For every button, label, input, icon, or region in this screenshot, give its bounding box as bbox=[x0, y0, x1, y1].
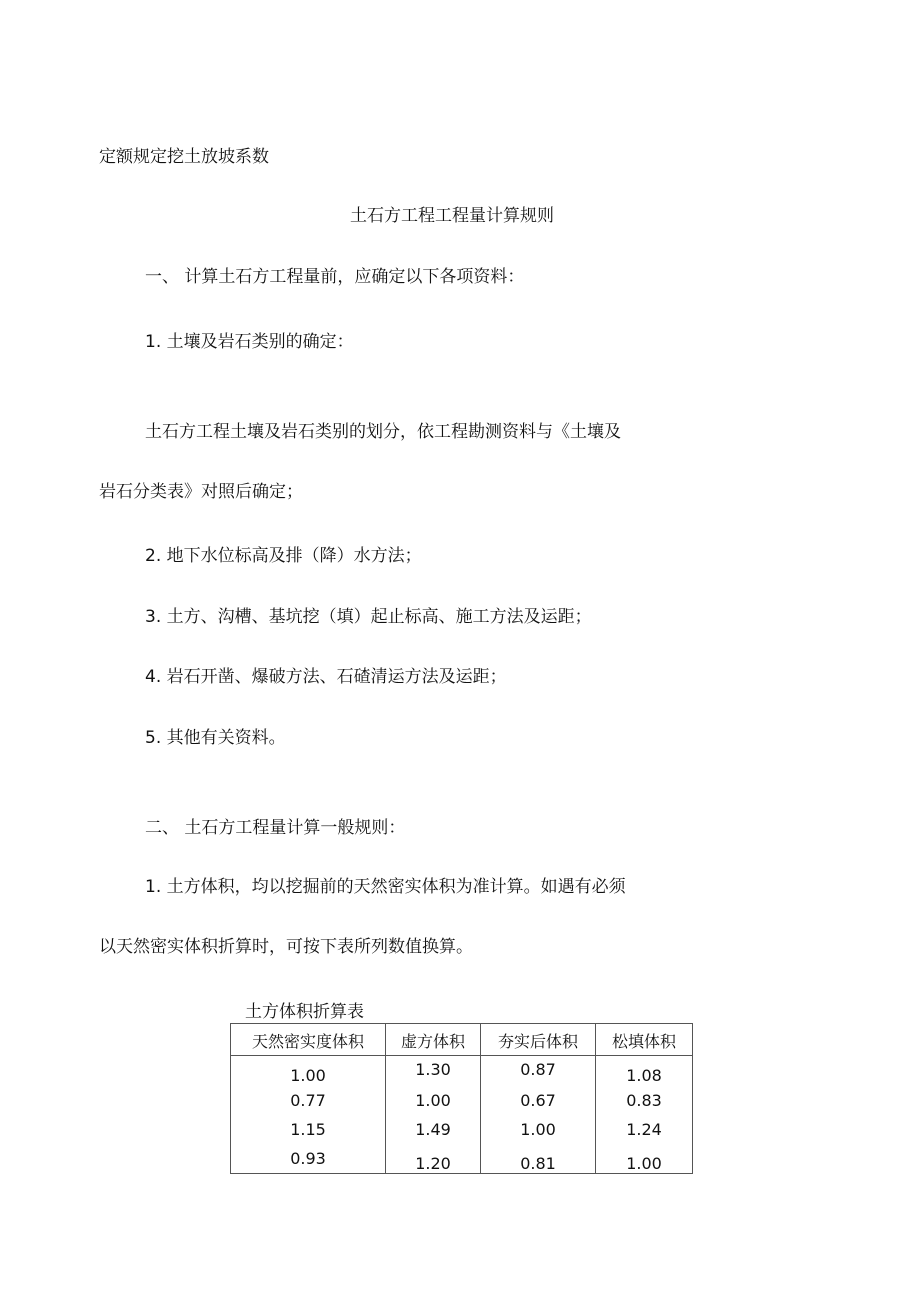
table-cell: 0.83 bbox=[626, 1091, 662, 1110]
section-1-item-1: 1. 土壤及岩石类别的确定： bbox=[145, 332, 354, 352]
table-header-divider bbox=[231, 1055, 692, 1056]
section-1-paragraph-line-2: 岩石分类表》对照后确定； bbox=[99, 482, 303, 502]
top-title: 定额规定挖土放坡系数 bbox=[99, 147, 269, 167]
table-cell: 0.93 bbox=[290, 1149, 326, 1168]
table-header-cell: 虚方体积 bbox=[400, 1032, 465, 1051]
table-cell: 1.30 bbox=[415, 1060, 451, 1079]
table-cell: 1.15 bbox=[290, 1120, 326, 1139]
section-1-item-5: 5. 其他有关资料。 bbox=[145, 728, 286, 748]
table-caption: 土方体积折算表 bbox=[245, 1002, 364, 1022]
table-header-cell: 松填体积 bbox=[611, 1032, 676, 1051]
table-cell: 1.00 bbox=[290, 1066, 326, 1085]
table-cell: 0.67 bbox=[520, 1091, 556, 1110]
table-cell: 1.08 bbox=[626, 1066, 662, 1085]
section-1-item-3: 3. 土方、沟槽、基坑挖（填）起止标高、施工方法及运距； bbox=[145, 607, 592, 627]
section-1-paragraph-line-1: 土石方工程土壤及岩石类别的划分，依工程勘测资料与《土壤及 bbox=[145, 422, 621, 442]
section-1-heading: 一、 计算土石方工程量前，应确定以下各项资料： bbox=[145, 267, 525, 287]
table-cell: 1.24 bbox=[626, 1120, 662, 1139]
table-cell: 1.00 bbox=[626, 1154, 662, 1173]
table-header-cell: 夯实后体积 bbox=[497, 1032, 578, 1051]
conversion-table bbox=[230, 1023, 693, 1174]
table-cell: 1.49 bbox=[415, 1120, 451, 1139]
section-2-item-1-line-1: 1. 土方体积，均以挖掘前的天然密实体积为准计算。如遇有必须 bbox=[145, 877, 626, 897]
section-1-item-4: 4. 岩石开凿、爆破方法、石碴清运方法及运距； bbox=[145, 667, 507, 687]
section-1-item-2: 2. 地下水位标高及排（降）水方法； bbox=[145, 546, 422, 566]
table-cell: 1.00 bbox=[415, 1091, 451, 1110]
main-title: 土石方工程工程量计算规则 bbox=[350, 206, 554, 226]
table-cell: 1.00 bbox=[520, 1120, 556, 1139]
table-cell: 0.81 bbox=[520, 1154, 556, 1173]
table-cell: 0.77 bbox=[290, 1091, 326, 1110]
section-2-heading: 二、 土石方工程量计算一般规则： bbox=[145, 818, 406, 838]
table-header-cell: 天然密实度体积 bbox=[251, 1032, 364, 1051]
table-cell: 0.87 bbox=[520, 1060, 556, 1079]
table-cell: 1.20 bbox=[415, 1154, 451, 1173]
section-2-item-1-line-2: 以天然密实体积折算时，可按下表所列数值换算。 bbox=[99, 937, 473, 957]
